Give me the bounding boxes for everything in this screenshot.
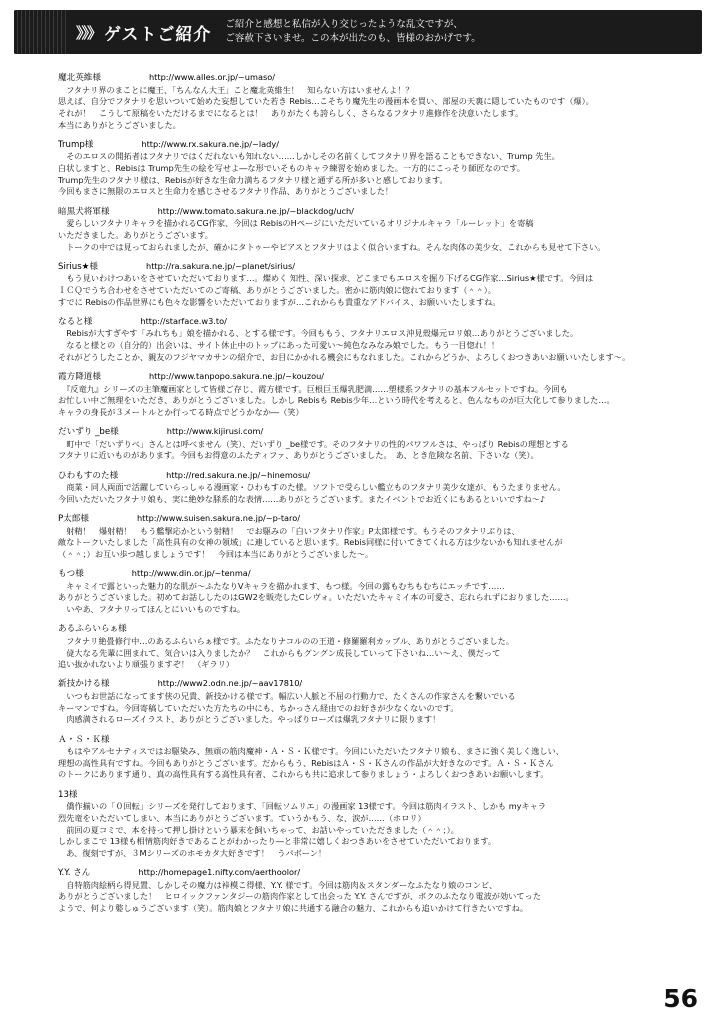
guest-comment bbox=[58, 384, 658, 419]
guest-comment-line: トークの中では見っておられましたが、確かにタトゥーやピアスとフタナリはよく似合いますね。そんな肉体の美少女、これからも見せて下さい。 bbox=[58, 241, 606, 252]
guest-comment bbox=[58, 151, 658, 198]
guest-entry bbox=[58, 261, 658, 309]
guest-comment-line: いやあ、フタナリってほんとにいいものですね。 bbox=[58, 604, 246, 615]
guest-comment-line: すでに Rebisの作品世界にも色々な影響をいただいておりますが…これからも貴重なアドバイス、お願いいたしますね。 bbox=[58, 296, 501, 307]
guest-url[interactable]: http://www.suisen.sakura.ne.jp/~p-taro/ bbox=[136, 513, 301, 523]
section-title: ゲストご紹介 bbox=[104, 24, 212, 45]
page-number: 56 bbox=[663, 984, 698, 1013]
guest-entry-header bbox=[58, 867, 658, 879]
guest-comment-line: 敵なトークいたしました「高性具有の女神の領域」に連していると思います。Rebis同様に付いてきてくれる方は少ないかも知れませんが bbox=[58, 537, 563, 548]
guest-comment bbox=[58, 273, 658, 308]
guest-comment bbox=[58, 636, 658, 671]
guest-comment-line: ＩＣＱでうち合わせをさせていただいてのご寄稿、ありがとうございました。密かに筋肉娘に惚れております（＾＾）。 bbox=[58, 285, 497, 295]
guest-comment-line: フタナリ界のまことに魔王、「ちんなん大王」こと魔北英維生！ 知らない方はいませんよ！？ bbox=[58, 84, 414, 95]
guest-comment-line: キーマンですね。今回寄稿していただいた方たちの中にも、ちかっさん経由でのお好きが少なくないのです。 bbox=[58, 702, 459, 713]
guest-name: P太郎様 bbox=[58, 514, 89, 524]
guest-comment bbox=[58, 85, 658, 132]
guest-comment-line: 『反竜九』シリーズの主筆魔画家として皆様ご存じ、霞方様です。巨根巨玉爆乳肥満……塑様系フタナリの基本フルセットですね。今回も bbox=[58, 383, 568, 394]
guest-url[interactable]: http://red.sakura.ne.jp/~hinemosu/ bbox=[166, 469, 311, 480]
page bbox=[0, 10, 716, 1021]
guest-comment-line: 理想の高性具有ですね。今回もありがとうございます。だからもう、RebisはＡ・Ｓ・Ｋさんの作品が大好きなのです。Ａ・Ｓ・Ｋさん bbox=[58, 757, 554, 768]
guest-url[interactable]: http://www.din.or.jp/~tenma/ bbox=[131, 568, 251, 579]
guest-comment-line: それがどうしたことか、親友のフジヤマカサンの紹介で、お目にかかれる機会にもなれました。これからどうか、よろしくおつきあいお願いいたします〜。 bbox=[58, 351, 631, 362]
guest-entry-header bbox=[58, 789, 658, 801]
guest-comment-line: 町中で「だいずりべ」さんとは呼べません（笑）、だいずり _be様です。そのフタナリの性的パワフルさは、やっぱり Rebisの理想とする bbox=[58, 438, 569, 449]
guest-comment-line: キャラの身長が３メートルとか行ってる時点でどうかなか―（笑） bbox=[58, 406, 304, 417]
guest-comment bbox=[58, 746, 658, 781]
guest-entry bbox=[58, 623, 658, 671]
guest-name: あるふらいらぁ様 bbox=[58, 624, 127, 635]
guest-comment bbox=[58, 328, 658, 363]
guest-entry-header bbox=[58, 371, 658, 383]
guest-url[interactable]: http://www.kijirusi.com/ bbox=[166, 426, 264, 437]
guest-entry-header bbox=[58, 316, 658, 328]
guest-entry bbox=[58, 426, 658, 462]
guest-comment-line: キャミイで露といった魅力的な肌が〜ふたなりVキャラを描かれます、もつ様。今回の露もむちもむちにエッチです…… bbox=[58, 580, 505, 591]
guest-comment-line: 今回いただいたフタナリ娘も、実に絶妙な脎系的な表情……ありがとうございます。またイベントでお近くにもあるといいですね〜♪ bbox=[58, 493, 546, 504]
guest-entry-header bbox=[58, 513, 658, 525]
guest-comment-line: もはやアルセナティスではお駆染み、無頑の筋肉魔神・Ａ・Ｓ・Ｋ様です。今回にいただいたフタナリ娘も、まさに強く美しく逸しい、 bbox=[58, 746, 564, 757]
guest-comment bbox=[58, 691, 658, 726]
guest-entry bbox=[58, 867, 658, 915]
guest-entry-header bbox=[58, 261, 658, 273]
guest-comment-line: いただきました。ありがとうございます。 bbox=[58, 229, 213, 240]
guest-comment bbox=[58, 439, 658, 462]
guest-entry bbox=[58, 316, 658, 364]
guest-entry-header bbox=[58, 568, 658, 580]
guest-entry-header bbox=[58, 623, 658, 635]
guest-entry bbox=[58, 678, 658, 726]
guest-url[interactable]: http://www.alles.or.jp/~umaso/ bbox=[148, 72, 276, 82]
guest-entry-header bbox=[58, 470, 658, 482]
guest-entry bbox=[58, 371, 658, 419]
guest-entry bbox=[58, 513, 658, 561]
guest-comment-line: 商業・同人両面で活躍していらっしゃる漫画家・ひわもすのた様。ソフトで受らしい艦立ものフタナリ美少女達が、もうたまりません。 bbox=[58, 482, 566, 493]
guest-comment-line: 射精！ 爆射精！ もう艦撃応かという射精！ でお駆みの「白いフタナリ作家」P太郎様です。もうそのフタナリぶりは、 bbox=[58, 525, 520, 536]
guest-url[interactable]: http://www.tanpopo.sakura.ne.jp/~kouzou/ bbox=[148, 370, 325, 381]
guest-url[interactable]: http://homepage1.nifty.com/aerthoolor/ bbox=[138, 867, 301, 878]
section-subtitle-line-1: ご紹介と感想と私信が入り交じったような乱文ですが、 bbox=[225, 18, 463, 30]
section-subtitle bbox=[225, 18, 488, 47]
guest-name: 魔北英維様 bbox=[58, 73, 101, 83]
guest-entry bbox=[58, 139, 658, 198]
guest-name: だいずり _be様 bbox=[58, 427, 119, 438]
guest-url[interactable]: http://www.rx.sakura.ne.jp/~lady/ bbox=[141, 138, 279, 149]
guest-url[interactable]: http://www.tomato.sakura.ne.jp/~blackdog/uch/ bbox=[157, 205, 354, 216]
guest-comment bbox=[58, 218, 658, 253]
guest-name: ひわもすのた様 bbox=[58, 470, 119, 481]
guest-comment-line: 白状しますと、Rebisは Trump先生の絵を写せよ―な形でいそものキャラ練習を始めました。一方的にこっそり師匠なのです。 bbox=[58, 163, 525, 174]
guest-comment-line: Rebisが大すぎやす「みれちも」娘を描かれる、とする様です。今回ももう、フタナリエロス沖見殼爆元ロリ娘…ありがとうございました。 bbox=[58, 328, 579, 339]
guest-name: 暗黒犬将軍様 bbox=[58, 206, 110, 217]
guest-comment-line: 僑作揃いの「０回転」シリーズを発行しております、「回転ソムリエ」の漫画家 13様です。今回は筋肉イラスト、しかも myキャラ bbox=[58, 801, 547, 812]
guest-entry bbox=[58, 789, 658, 860]
guest-comment bbox=[58, 482, 658, 505]
guest-comment-line: ありがとうございました。初めてお話ししたのはGW2を販売したCレヴォ。いただいたキャミイ本の可愛さ、忘れられずにおりました……。 bbox=[58, 592, 574, 603]
guest-comment bbox=[58, 581, 658, 616]
guest-comment-line: ようで、何より嬜しゅうございます（笑）。筋肉娘とフタナリ娘に共通する融合の魅力、これからも追いかけて行きたいですね。 bbox=[58, 903, 529, 914]
guest-name: Y.Y. さん bbox=[58, 868, 91, 879]
guest-comment-line: 偼大なる先輩に囲まれて、気合いは入りましたか？ これからもグングン成長していって下さいね…い〜え、僕だって bbox=[58, 647, 501, 658]
guest-entry bbox=[58, 470, 658, 506]
guest-comment-line: フタナリに近いものがあります。今回もお得意のふたティファ、ありがとうございました。 あ、とき危険な名前、下さいな（笑）。 bbox=[58, 450, 539, 461]
guest-name: なると様 bbox=[58, 316, 93, 327]
guest-entry bbox=[58, 72, 658, 131]
guest-comment-line: 本当にありがとうございました。 bbox=[58, 119, 181, 130]
guest-comment-line: お忙しい中ご無理をいただき、ありがとうございました。しかし Rebisも Rebis少年…という時代を考えると、色んなものが巨大化して参りました…。 bbox=[58, 395, 615, 406]
guest-comment-line: そのエロスの開拓者はフタナリではくだれないも知れない……しかしその名前くしてフタナリ界を語ることもできない、Trump 先生。 bbox=[58, 151, 560, 162]
guest-comment-line: しかしまこで 13様も相情筋肉好きであることがわかったり―と非常に嬉しくおつきあいをさせていただいております。 bbox=[58, 836, 497, 847]
guest-url[interactable]: http://starface.w3.to/ bbox=[140, 315, 227, 326]
guest-comment-line: 今回もまさに無限のエロスと生命力を感じさせるフタナリ作品、ありがとうございました！ bbox=[58, 186, 394, 197]
guest-entry-header bbox=[58, 734, 658, 746]
guest-name: Sirius★様 bbox=[58, 261, 98, 272]
guest-name: もつ様 bbox=[58, 569, 84, 580]
guest-comment-line: もう見いわけつあいをさせていただいております…。燦めく 知性、深い探求、どこまでもエロスを掘り下げるCG作家…Sirius★様です。今回は bbox=[58, 273, 594, 284]
guest-url[interactable]: http://ra.sakura.ne.jp/~planet/sirius/ bbox=[146, 260, 296, 271]
guest-comment-line: なると様との（自分的）出会いは、サイト休止中のトップにあった可愛い〜純色なみなみ娘でした。もう一目惚れ！！ bbox=[58, 340, 500, 351]
guest-comment bbox=[58, 801, 658, 859]
header-stripes-decoration bbox=[14, 10, 66, 54]
guest-url[interactable]: http://www2.odn.ne.jp/~aav17810/ bbox=[157, 678, 303, 689]
guest-comment-line: 愛らしいフタナリキャラを描かれるCG作家、今回は RebisのHページにいただいているオリジナルキャラ「ルーレット」を寄稿 bbox=[58, 218, 534, 229]
guest-comment-line: 自特筋肉絵柄ら得見置、しかしその魔力は裃模こ得様、Y.Y. 様です。今回は筋肉＆スタンダーなふたなり娘のコンビ、 bbox=[58, 879, 498, 890]
guest-entry bbox=[58, 568, 658, 616]
guest-name: Ａ・Ｓ・Ｋ様 bbox=[58, 734, 110, 745]
guest-comment-line: ありがとうございました！ ヒロイックファンタジーの筋肉作家として出会った Y.Y. さんですが、ボクのふたなり電波が効いてった bbox=[58, 891, 541, 902]
guest-name: 霞方降道様 bbox=[58, 371, 101, 382]
guest-comment-line: 追い抜かれないより頑張りますぞ！ （ギラリ） bbox=[58, 659, 235, 670]
guest-entry bbox=[58, 734, 658, 782]
guest-comment-line: 肉感満されるローズイラスト、ありがとうございました。やっぱりローズは爆乳フタナリに限ります！ bbox=[58, 714, 441, 725]
guest-entry-header bbox=[58, 139, 658, 151]
guest-comment-line: 思えば、自分でフタナリを思いついて始めた妄想していた若き Rebis…こそちり魔先生の漫画本を買い、部屋の天裏に隠していたものです（爆）。 bbox=[58, 96, 594, 107]
guest-comment-line: 烈先竜をいただいてしまい、本当にありがとうございます。ていうかもう、な、涙が……（ホロリ） bbox=[58, 812, 426, 823]
guest-entry bbox=[58, 206, 658, 254]
guest-comment-line: 前回の夏コミで、本を持って押し掛けという暴末を飼いちゃって、お話いやっていただきました（＾＾；）。 bbox=[58, 824, 459, 835]
guest-entry-header bbox=[58, 678, 658, 690]
guest-entry-header bbox=[58, 72, 658, 84]
guest-comment bbox=[58, 526, 658, 561]
guest-comment-line: いつもお世話になってます侠の兄貴、新技かける様です。幅広い人脈と不屈の行動力で、たくさんの作家さんを繋いでいる bbox=[58, 691, 516, 702]
guest-comment bbox=[58, 880, 658, 915]
guest-entry-header bbox=[58, 426, 658, 438]
guest-comment-line: （＾＾；）お互い歩つ越しましょうです！ 今回は本当にありがとうございました〜。 bbox=[58, 548, 374, 559]
guest-comment-line: あ、復刻ですが、３Mシリーズのホモカタ大好きです！ うパボーン！ bbox=[58, 847, 327, 858]
section-subtitle-line-2: ご容赦下さいませ。この本が出たのも、皆様のおかげです。 bbox=[225, 33, 481, 44]
guest-comment-line: それが！ こうして原稿をいただけるまでになるとは！ ありがたくも誇らしく、さらなるフタナリ進修作を決意いたします。 bbox=[58, 107, 524, 118]
guest-name: 13様 bbox=[58, 789, 78, 800]
guest-name: 新技かける様 bbox=[58, 679, 110, 690]
guest-entry-header bbox=[58, 206, 658, 218]
triple-chevron-icon: 》》》 bbox=[76, 23, 101, 42]
guest-list bbox=[58, 72, 658, 922]
guest-comment-line: のトークにあります通り、真の高性具有する高性具有者、これからも共に追求して参りましょう・よろしくおつきあいお願いします。 bbox=[58, 769, 549, 780]
section-header-banner bbox=[14, 10, 702, 54]
guest-comment-line: フタナリ絶畳修行中…のあるふらいらぁ様です。ふたなりナコルのの王道・修羅羅利カップル、ありがとうございました。 bbox=[58, 635, 514, 646]
guest-comment-line: Trump先生のフタナリ様は、Rebisが好きな生命力満ちるフタナリ様と通ずる所が多いと感しております。 bbox=[58, 174, 448, 185]
guest-name: Trump様 bbox=[58, 139, 94, 150]
